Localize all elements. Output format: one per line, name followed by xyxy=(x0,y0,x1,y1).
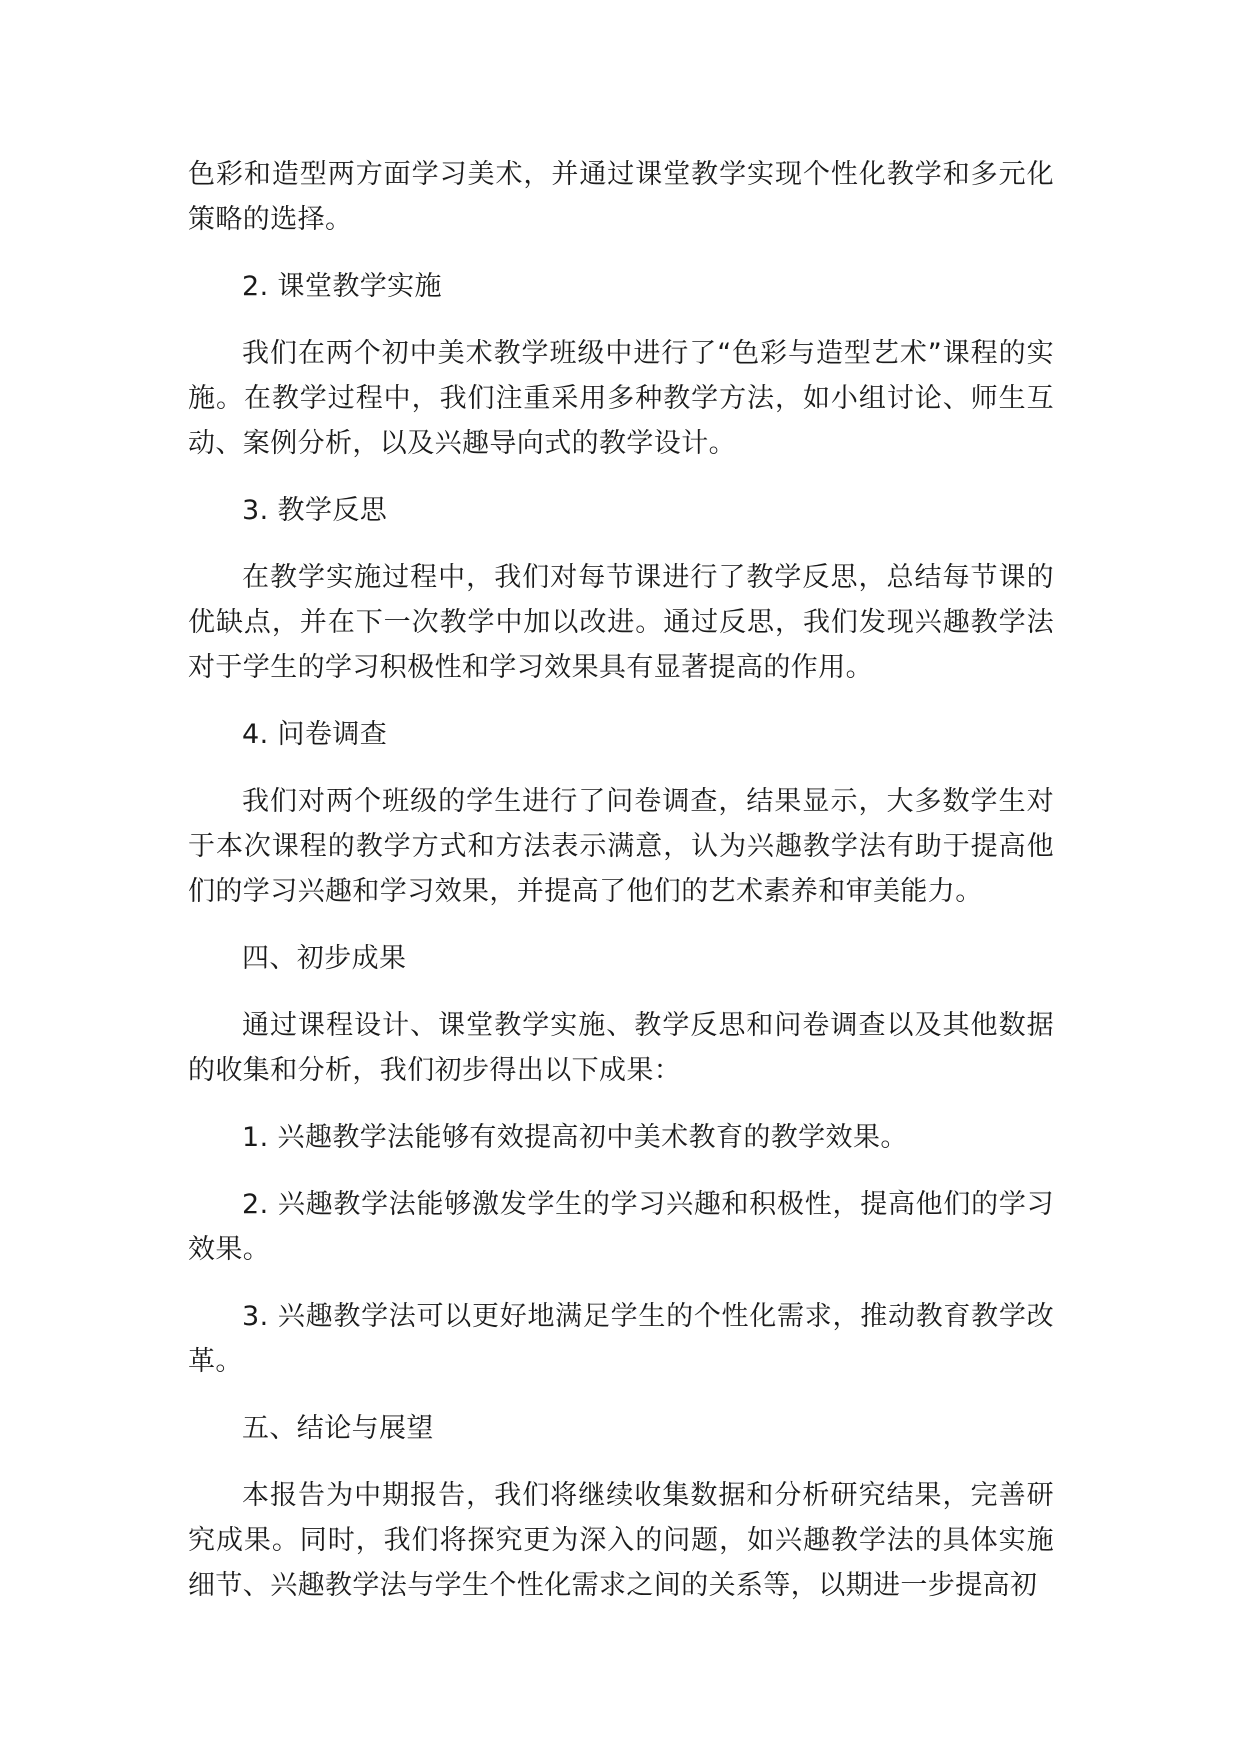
paragraph-continued: 色彩和造型两方面学习美术，并通过课堂教学实现个性化教学和多元化策略的选择。 xyxy=(188,159,1054,235)
result-item-3: 3. 兴趣教学法可以更好地满足学生的个性化需求，推动教育教学改革。 xyxy=(188,1301,1054,1377)
result-item-2: 2. 兴趣教学法能够激发学生的学习兴趣和积极性，提高他们的学习效果。 xyxy=(188,1189,1054,1265)
section-heading-conclusion: 五、结论与展望 xyxy=(242,1413,434,1444)
paragraph-teaching-implementation: 我们在两个初中美术教学班级中进行了“色彩与造型艺术”课程的实施。在教学过程中，我们注重采用多种教学方法，如小组讨论、师生互动、案例分析，以及兴趣导向式的教学设计。 xyxy=(188,338,1054,459)
paragraph-conclusion: 本报告为中期报告，我们将继续收集数据和分析研究结果，完善研究成果。同时，我们将探究更为深入的问题，如兴趣教学法的具体实施细节、兴趣教学法与学生个性化需求之间的关系等，以期进一步提高初 xyxy=(188,1480,1054,1601)
section-heading-3: 3. 教学反思 xyxy=(242,495,388,526)
paragraph-results-intro: 通过课程设计、课堂教学实施、教学反思和问卷调查以及其他数据的收集和分析，我们初步得出以下成果： xyxy=(188,1010,1054,1086)
result-item-1: 1. 兴趣教学法能够有效提高初中美术教育的教学效果。 xyxy=(242,1122,908,1153)
section-heading-4: 4. 问卷调查 xyxy=(242,719,388,750)
paragraph-teaching-reflection: 在教学实施过程中，我们对每节课进行了教学反思，总结每节课的优缺点，并在下一次教学中加以改进。通过反思，我们发现兴趣教学法对于学生的学习积极性和学习效果具有显著提高的作用。 xyxy=(188,562,1054,683)
document-body xyxy=(188,152,1054,1630)
section-heading-preliminary-results: 四、初步成果 xyxy=(242,943,407,974)
paragraph-questionnaire: 我们对两个班级的学生进行了问卷调查，结果显示，大多数学生对于本次课程的教学方式和方法表示满意，认为兴趣教学法有助于提高他们的学习兴趣和学习效果，并提高了他们的艺术素养和审美能力。 xyxy=(188,786,1054,907)
section-heading-2: 2. 课堂教学实施 xyxy=(242,271,442,302)
